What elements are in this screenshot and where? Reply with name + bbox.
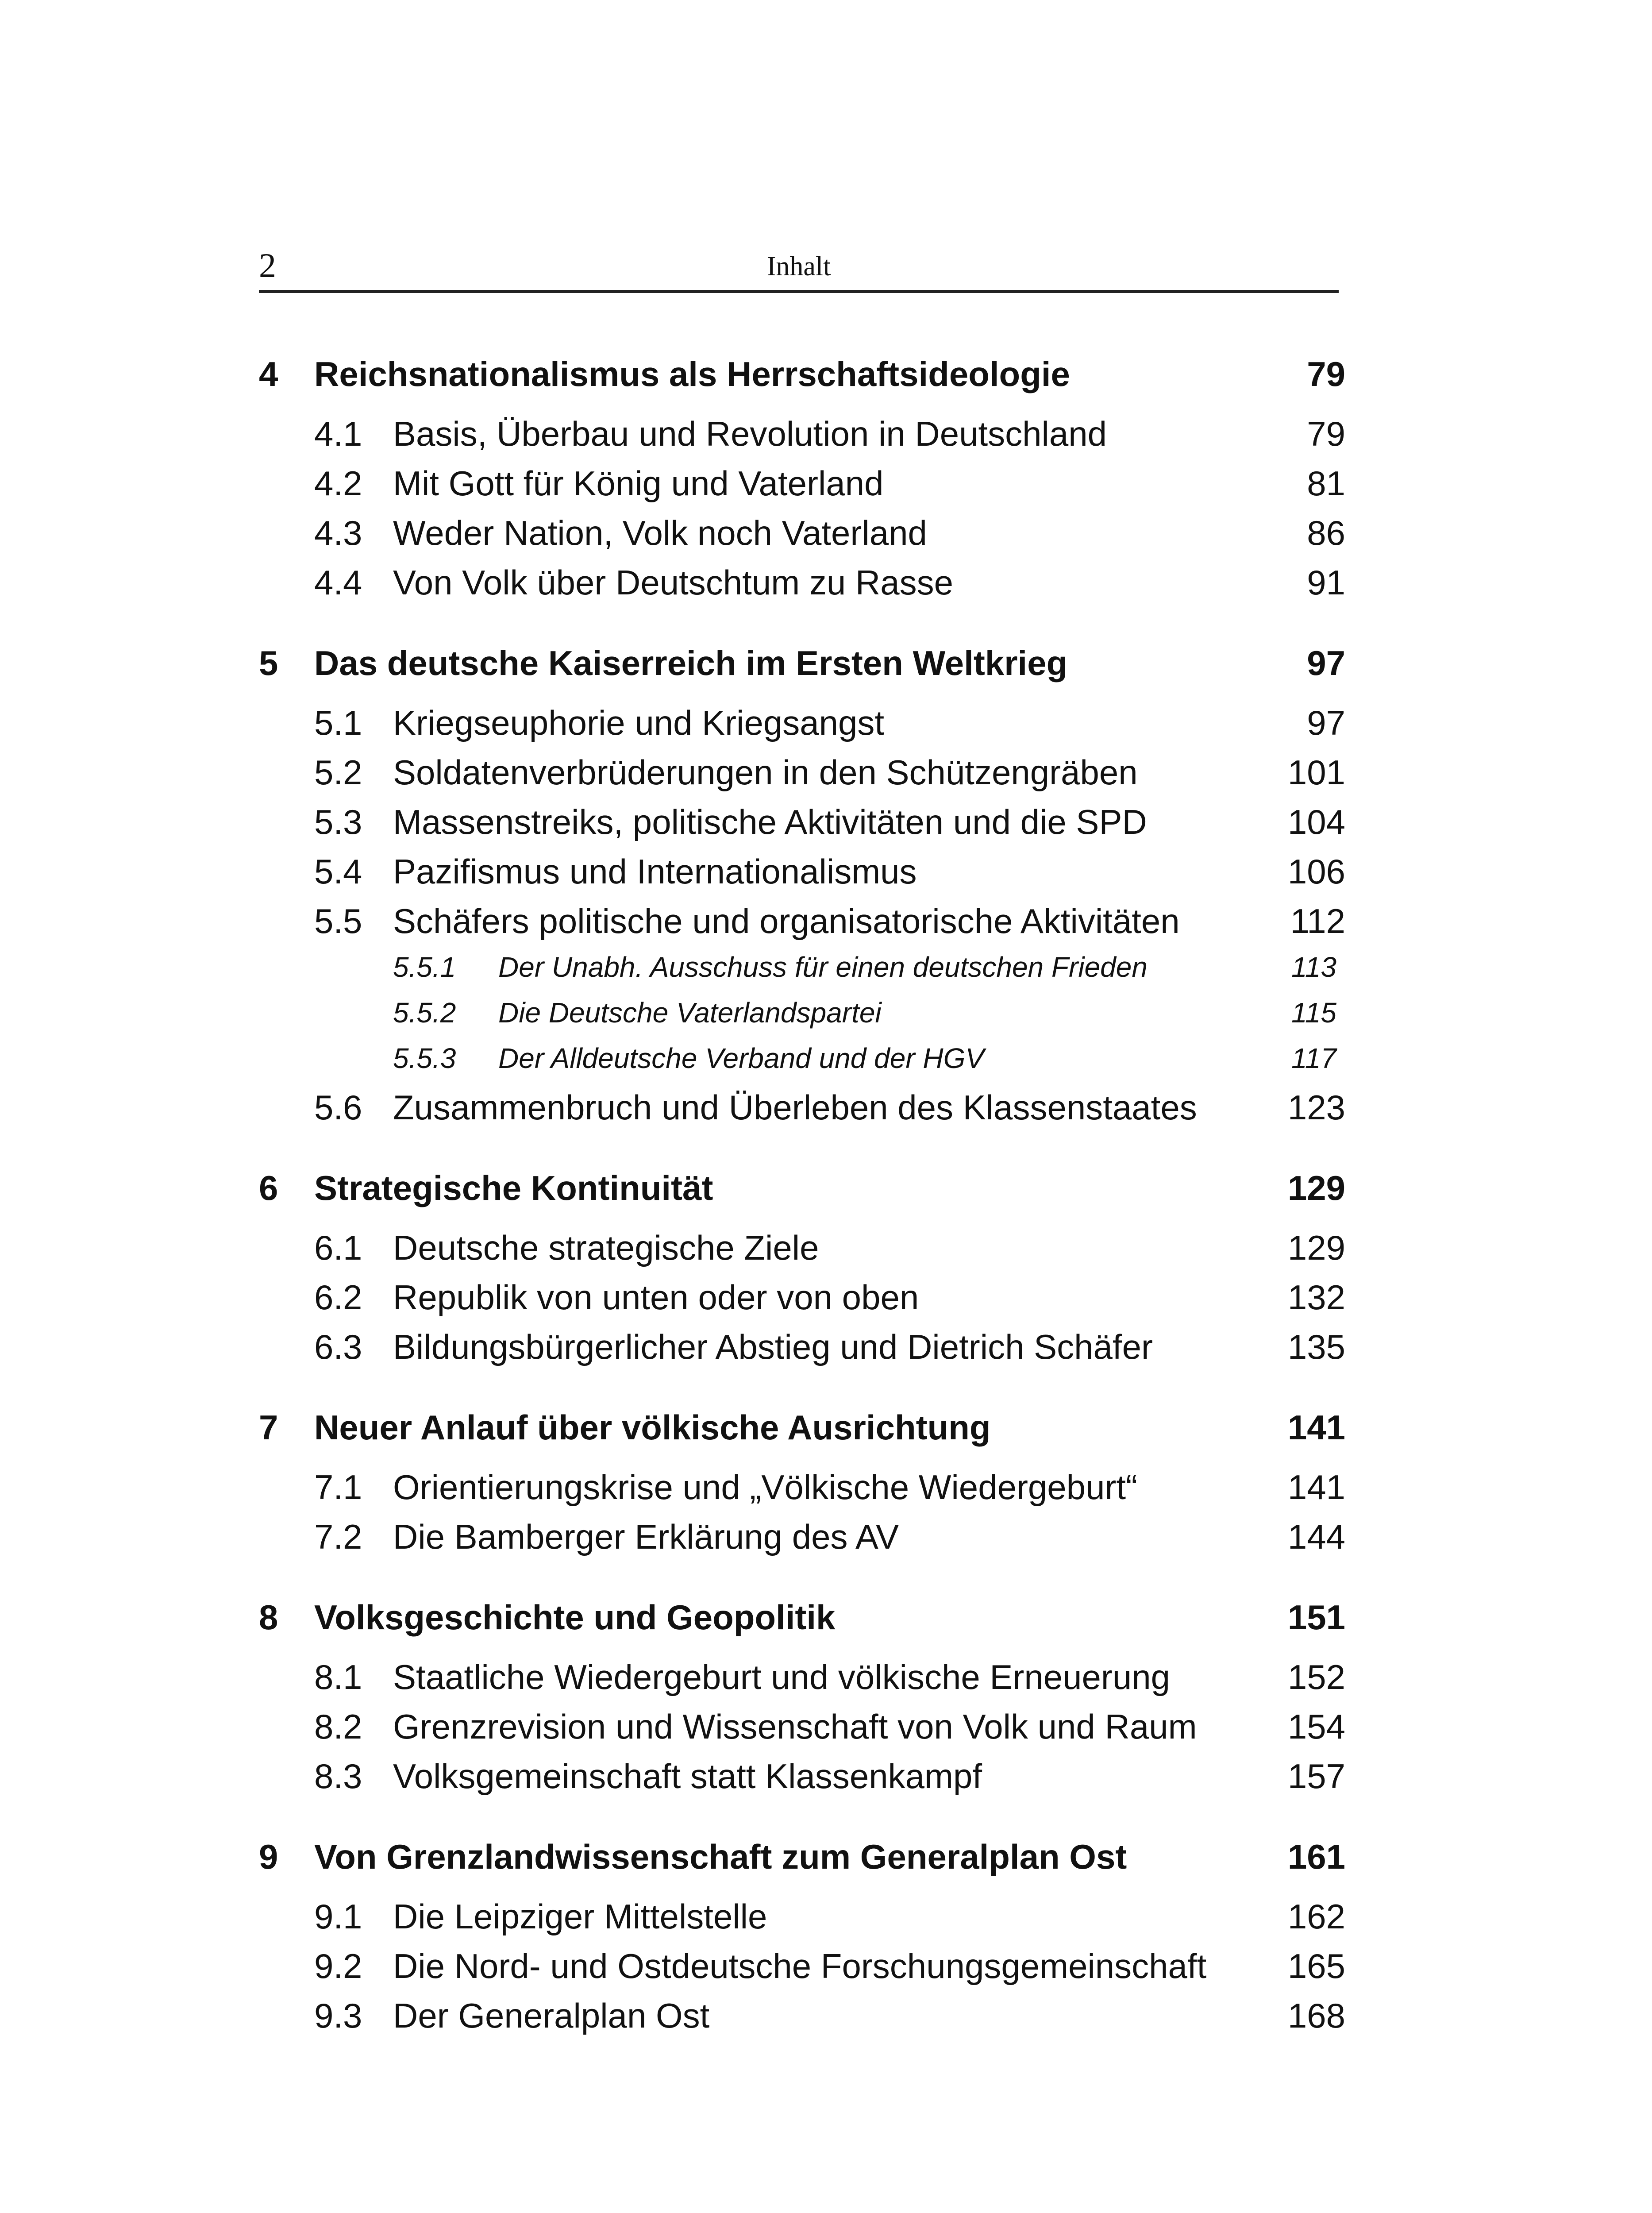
entry-page-number: 162	[1287, 1897, 1345, 1936]
toc-section-entry	[259, 1707, 1345, 1756]
entry-number: 6.2	[314, 1278, 362, 1317]
entry-number: 5.6	[314, 1088, 362, 1127]
toc-subsection-entry	[259, 951, 1345, 996]
entry-title: Von Grenzlandwissenschaft zum Generalplan Ost	[314, 1837, 1127, 1876]
entry-page-number: 141	[1287, 1408, 1345, 1447]
toc-section-entry	[259, 852, 1345, 901]
toc-chapter-block	[259, 643, 1345, 1137]
entry-number: 4.4	[314, 563, 362, 602]
toc-section-entry	[259, 901, 1345, 951]
entry-title: Mit Gott für König und Vaterland	[393, 464, 884, 503]
entry-page-number: 154	[1287, 1707, 1345, 1746]
entry-title: Die Deutsche Vaterlandspartei	[498, 997, 882, 1029]
entry-number: 7.1	[314, 1468, 362, 1507]
entry-number: 5.5.1	[393, 951, 456, 983]
toc-section-entry	[259, 802, 1345, 852]
toc-section-entry	[259, 1277, 1345, 1327]
entry-number: 5.5.3	[393, 1042, 456, 1074]
toc-section-entry	[259, 1996, 1345, 2045]
entry-title: Soldatenverbrüderungen in den Schützengräben	[393, 753, 1138, 792]
toc-chapter-entry	[259, 643, 1345, 703]
page-number: 2	[259, 246, 276, 285]
toc-section-entry	[259, 1657, 1345, 1707]
entry-number: 6.3	[314, 1327, 362, 1366]
entry-page-number: 129	[1287, 1168, 1345, 1207]
entry-number: 7	[259, 1408, 278, 1447]
entry-title: Das deutsche Kaiserreich im Ersten Weltkrieg	[314, 644, 1068, 682]
entry-number: 5.2	[314, 753, 362, 792]
entry-title: Reichsnationalismus als Herrschaftsideologie	[314, 355, 1070, 393]
toc-chapter-entry	[259, 1168, 1345, 1228]
toc-section-entry	[259, 1327, 1345, 1376]
entry-title: Orientierungskrise und „Völkische Wiedergeburt“	[393, 1468, 1138, 1507]
entry-number: 4.2	[314, 464, 362, 503]
entry-page-number: 135	[1287, 1327, 1345, 1366]
entry-number: 5.5	[314, 902, 362, 941]
toc-chapter-entry	[259, 354, 1345, 414]
entry-number: 9.3	[314, 1996, 362, 2035]
toc-chapter-block	[259, 1597, 1345, 1806]
entry-title: Staatliche Wiedergeburt und völkische Erneuerung	[393, 1658, 1171, 1696]
entry-title: Schäfers politische und organisatorische Aktivitäten	[393, 902, 1180, 941]
entry-number: 5.3	[314, 802, 362, 841]
entry-number: 8.2	[314, 1707, 362, 1746]
toc-chapter-block	[259, 354, 1345, 612]
toc-chapter-entry	[259, 1407, 1345, 1467]
entry-title: Die Leipziger Mittelstelle	[393, 1897, 767, 1936]
entry-title: Deutsche strategische Ziele	[393, 1228, 819, 1267]
entry-title: Grenzrevision und Wissenschaft von Volk und Raum	[393, 1707, 1197, 1746]
entry-number: 9.1	[314, 1897, 362, 1936]
entry-number: 9.2	[314, 1947, 362, 1986]
entry-page-number: 112	[1290, 902, 1345, 941]
entry-title: Republik von unten oder von oben	[393, 1278, 919, 1317]
entry-number: 5.4	[314, 852, 362, 891]
running-title: Inhalt	[766, 251, 831, 281]
entry-page-number: 141	[1287, 1468, 1345, 1507]
entry-number: 5.1	[314, 703, 362, 742]
toc-subsection-entry	[259, 1042, 1345, 1087]
entry-page-number: 157	[1287, 1757, 1345, 1796]
entry-title: Der Generalplan Ost	[393, 1996, 710, 2035]
toc-section-entry	[259, 1087, 1345, 1137]
entry-page-number: 132	[1287, 1278, 1345, 1317]
entry-number: 4.3	[314, 513, 362, 552]
toc-section-entry	[259, 414, 1345, 463]
entry-page-number: 79	[1307, 355, 1345, 393]
entry-title: Die Nord- und Ostdeutsche Forschungsgemeinschaft	[393, 1947, 1207, 1986]
toc-section-entry	[259, 1946, 1345, 1996]
entry-number: 8.3	[314, 1757, 362, 1796]
entry-title: Volksgemeinschaft statt Klassenkampf	[393, 1757, 982, 1796]
entry-title: Die Bamberger Erklärung des AV	[393, 1517, 899, 1556]
entry-number: 4	[259, 355, 278, 393]
entry-number: 5.5.2	[393, 997, 456, 1029]
entry-title: Zusammenbruch und Überleben des Klassenstaates	[393, 1088, 1197, 1127]
toc-section-entry	[259, 1517, 1345, 1566]
entry-title: Kriegseuphorie und Kriegsangst	[393, 703, 885, 742]
entry-page-number: 101	[1287, 753, 1345, 792]
entry-title: Weder Nation, Volk noch Vaterland	[393, 513, 927, 552]
entry-page-number: 79	[1307, 414, 1345, 453]
toc-section-entry	[259, 513, 1345, 563]
entry-title: Strategische Kontinuität	[314, 1168, 713, 1207]
entry-number: 6.1	[314, 1228, 362, 1267]
entry-number: 8	[259, 1598, 278, 1637]
entry-page-number: 144	[1287, 1517, 1345, 1556]
entry-page-number: 152	[1287, 1658, 1345, 1696]
entry-number: 4.1	[314, 414, 362, 453]
toc-section-entry	[259, 563, 1345, 612]
entry-title: Neuer Anlauf über völkische Ausrichtung	[314, 1408, 991, 1447]
toc-section-entry	[259, 463, 1345, 513]
entry-page-number: 115	[1291, 997, 1336, 1029]
entry-page-number: 86	[1307, 513, 1345, 552]
toc-section-entry	[259, 1756, 1345, 1806]
toc-chapter-block	[259, 1837, 1345, 2045]
entry-number: 5	[259, 644, 278, 682]
entry-page-number: 97	[1307, 703, 1345, 742]
entry-page-number: 129	[1287, 1228, 1345, 1267]
toc-section-entry	[259, 703, 1345, 752]
toc-chapter-entry	[259, 1837, 1345, 1897]
toc-section-entry	[259, 752, 1345, 802]
entry-number: 8.1	[314, 1658, 362, 1696]
entry-page-number: 97	[1307, 644, 1345, 682]
entry-title: Basis, Überbau und Revolution in Deutschland	[393, 414, 1107, 453]
entry-number: 9	[259, 1837, 278, 1876]
entry-page-number: 168	[1287, 1996, 1345, 2035]
toc-subsection-entry	[259, 996, 1345, 1042]
entry-title: Der Alldeutsche Verband und der HGV	[498, 1042, 985, 1074]
entry-page-number: 117	[1291, 1042, 1336, 1074]
entry-title: Bildungsbürgerlicher Abstieg und Dietrich Schäfer	[393, 1327, 1153, 1366]
toc-chapter-block	[259, 1168, 1345, 1376]
entry-page-number: 113	[1291, 951, 1336, 983]
running-head	[259, 241, 1339, 293]
entry-page-number: 91	[1307, 563, 1345, 602]
entry-page-number: 81	[1307, 464, 1345, 503]
entry-page-number: 165	[1287, 1947, 1345, 1986]
entry-title: Pazifismus und Internationalismus	[393, 852, 917, 891]
toc-chapter-entry	[259, 1597, 1345, 1657]
entry-page-number: 106	[1287, 852, 1345, 891]
entry-title: Von Volk über Deutschtum zu Rasse	[393, 563, 954, 602]
entry-title: Massenstreiks, politische Aktivitäten und die SPD	[393, 802, 1147, 841]
entry-number: 7.2	[314, 1517, 362, 1556]
entry-page-number: 104	[1287, 802, 1345, 841]
toc-section-entry	[259, 1228, 1345, 1277]
table-of-contents	[259, 354, 1345, 2076]
entry-page-number: 123	[1287, 1088, 1345, 1127]
toc-chapter-block	[259, 1407, 1345, 1566]
entry-title: Der Unabh. Ausschuss für einen deutschen Frieden	[498, 951, 1148, 983]
entry-title: Volksgeschichte und Geopolitik	[314, 1598, 836, 1637]
toc-section-entry	[259, 1467, 1345, 1517]
toc-section-entry	[259, 1897, 1345, 1946]
entry-page-number: 161	[1287, 1837, 1345, 1876]
entry-number: 6	[259, 1168, 278, 1207]
entry-page-number: 151	[1287, 1598, 1345, 1637]
